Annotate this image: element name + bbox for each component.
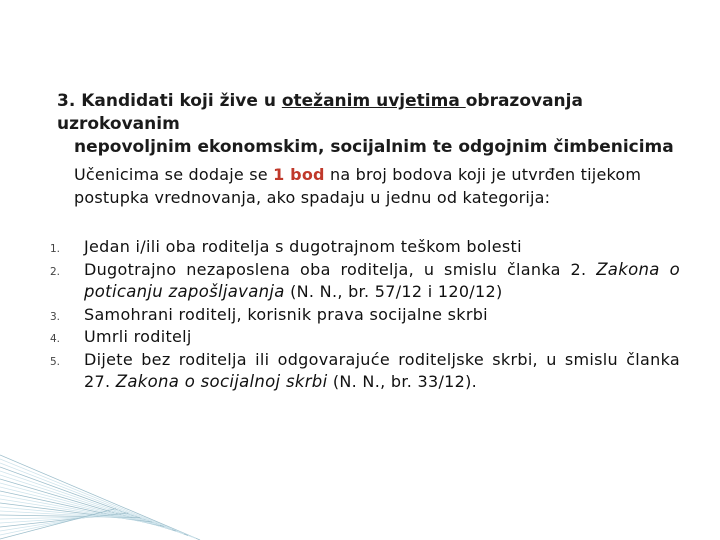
heading-text-end: obrazovanja uzrokovanim [57, 91, 583, 134]
intro-text-start: Učenicima se dodaje se [74, 165, 274, 184]
intro-text-end: na broj bodova koji je utvrđen tijekom [324, 165, 642, 184]
heading-underlined-text: otežanim uvjetima [281, 91, 466, 111]
list-item [50, 349, 680, 394]
list-item-number: 4. [50, 333, 61, 345]
decoration-line [0, 509, 116, 540]
list-item [50, 326, 680, 349]
heading-text-start: 3. Kandidati koji žive u [57, 91, 282, 111]
list-item-law-title: Zakona o poticanju zapošljavanja [84, 259, 680, 301]
decoration-line [0, 510, 120, 535]
list-item-reference: (N. N., br. 57/12 i 120/12) [284, 282, 503, 301]
list-item-text: Samohrani roditelj, korisnik prava socijalne skrbi [84, 304, 488, 324]
list-item [50, 259, 680, 304]
list-item-number: 5. [50, 355, 61, 368]
list-item-number: 2. [50, 265, 61, 278]
list-item-law-title: Zakona o socijalnoj skrbi [115, 372, 328, 391]
list-item [50, 304, 680, 327]
list-item-reference: (N. N., br. 33/12). [327, 372, 478, 391]
intro-bonus-points: 1 bod [273, 165, 325, 184]
intro-paragraph [74, 163, 714, 209]
intro-line-2: postupka vrednovanja, ako spadaju u jednu od kategorija: [74, 188, 551, 207]
list-item [50, 236, 680, 259]
section-heading [57, 90, 697, 159]
heading-line-2: nepovoljnim ekonomskim, socijalnim te odgojnim čimbenicima [74, 137, 674, 157]
list-item-text: Dugotrajno nezaposlena oba roditelja, u smislu članka 2. [84, 259, 597, 279]
list-item-text: Jedan i/ili oba roditelja s dugotrajnom teškom bolesti [84, 237, 522, 256]
list-item-number: 1. [50, 243, 61, 255]
list-item-text: Dijete bez roditelja ili odgovarajuće roditeljske skrbi, u smislu članka 27. [84, 349, 680, 391]
category-list [50, 236, 680, 394]
list-item-text: Umrli roditelj [84, 327, 192, 346]
list-item-number: 3. [50, 310, 61, 323]
